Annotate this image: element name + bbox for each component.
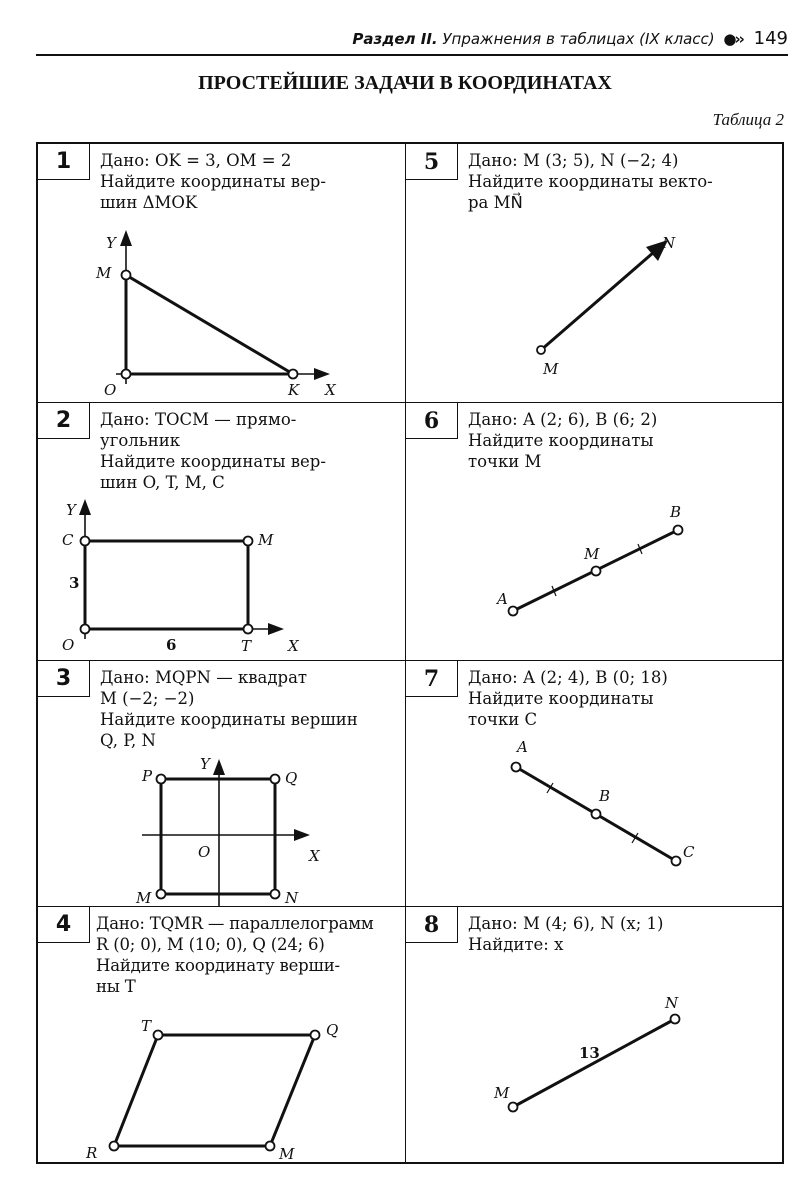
y-axis-arrow-icon <box>213 759 225 775</box>
point-a <box>509 607 518 616</box>
point-m <box>266 1142 275 1151</box>
point-b <box>592 810 601 819</box>
point-q <box>271 775 280 784</box>
problem-7 <box>406 660 782 906</box>
problem-number: 8 <box>406 907 458 943</box>
problem-text: Дано: A (2; 6), B (6; 2) Найдите координаты точки M <box>468 410 658 471</box>
label-side-3: 3 <box>69 574 80 592</box>
label-x: X <box>325 381 336 399</box>
point-o <box>122 370 131 379</box>
section-subtitle: Упражнения в таблицах (IX класс) <box>442 30 715 48</box>
segment-length-figure <box>406 907 782 1163</box>
page-title: ПРОСТЕЙШИЕ ЗАДАЧИ В КООРДИНАТАХ <box>198 72 612 94</box>
label-t: T <box>141 1017 152 1035</box>
problem-2 <box>38 402 406 660</box>
segment-midpoint-figure <box>406 403 782 661</box>
label-a: A <box>517 738 528 756</box>
section-label: Раздел II. <box>352 30 438 48</box>
problem-number: 4 <box>38 907 90 943</box>
running-header <box>36 24 788 56</box>
point-m <box>122 271 131 280</box>
point-m <box>509 1103 518 1112</box>
point-m <box>537 346 545 354</box>
segment-extension-figure <box>406 661 782 907</box>
label-n: N <box>662 234 676 252</box>
y-axis-arrow-icon <box>120 230 132 246</box>
label-m: M <box>136 889 152 907</box>
label-b: B <box>670 503 682 521</box>
square-mqpn <box>161 779 275 894</box>
problem-number: 1 <box>38 144 90 180</box>
label-m: M <box>584 545 600 563</box>
problem-4 <box>38 906 406 1162</box>
label-q: Q <box>285 769 298 787</box>
rectangle-figure <box>38 403 406 661</box>
problem-text: Дано: OK = 3, OM = 2 Найдите координаты вер- шин ΔMOK <box>100 151 326 212</box>
problem-number: 2 <box>38 403 90 439</box>
point-c <box>81 537 90 546</box>
problem-number: 7 <box>406 661 458 697</box>
label-o: O <box>104 381 117 399</box>
problems-table <box>36 142 784 1164</box>
label-side-6: 6 <box>166 636 177 654</box>
problem-text: Дано: MQPN — квадрат M (−2; −2) Найдите координаты вершин Q, P, N <box>100 668 358 750</box>
label-y: Y <box>200 755 210 773</box>
x-axis-arrow-icon <box>294 829 310 841</box>
problem-5 <box>406 144 782 402</box>
problem-text: Дано: TOCM — прямо- угольник Найдите координаты вер- шин O, T, M, C <box>100 410 326 492</box>
problem-number: 5 <box>406 144 458 180</box>
problem-text: Дано: TQMR — параллелограмм R (0; 0), M (10; 0), Q (24; 6) Найдите координату верши- ны T <box>96 914 374 996</box>
point-p <box>157 775 166 784</box>
label-x: X <box>309 847 320 865</box>
label-c: C <box>62 531 74 549</box>
point-m <box>244 537 253 546</box>
problem-6 <box>406 402 782 660</box>
point-b <box>674 526 683 535</box>
label-n: N <box>285 889 299 907</box>
triangle-figure <box>38 144 406 402</box>
label-m: M <box>258 531 274 549</box>
label-m: M <box>543 360 559 378</box>
label-b: B <box>599 787 611 805</box>
parallelogram-figure <box>38 907 406 1163</box>
side-mk <box>126 275 293 374</box>
vector-figure <box>406 144 782 402</box>
problem-1 <box>38 144 406 402</box>
label-n: N <box>665 994 679 1012</box>
point-c <box>672 857 681 866</box>
point-q <box>311 1031 320 1040</box>
point-a <box>512 763 521 772</box>
label-o: O <box>62 636 75 654</box>
bullet-ornament-icon: ●›› <box>723 30 743 48</box>
label-p: P <box>142 767 153 785</box>
square-figure <box>38 661 406 907</box>
parallelogram-tqmr <box>114 1035 315 1146</box>
label-x: X <box>288 637 299 655</box>
y-axis-arrow-icon <box>79 499 91 515</box>
label-y: Y <box>106 234 116 252</box>
point-m <box>592 567 601 576</box>
x-axis-arrow-icon <box>268 623 284 635</box>
problem-3 <box>38 660 406 906</box>
label-m: M <box>279 1145 295 1163</box>
problem-text: Дано: M (3; 5), N (−2; 4) Найдите координаты векто- ра MN⃗ <box>468 151 713 212</box>
problem-text: Дано: M (4; 6), N (x; 1) Найдите: x <box>468 914 664 954</box>
label-t: T <box>241 637 252 655</box>
label-k: K <box>288 381 300 399</box>
point-n <box>671 1015 680 1024</box>
page-number: 149 <box>753 28 788 49</box>
problem-8 <box>406 906 782 1162</box>
label-length: 13 <box>579 1044 600 1062</box>
problem-text: Дано: A (2; 4), B (0; 18) Найдите координаты точки C <box>468 668 668 729</box>
point-t <box>244 625 253 634</box>
label-c: C <box>683 843 695 861</box>
label-m: M <box>96 264 112 282</box>
label-r: R <box>86 1144 98 1162</box>
point-k <box>289 370 298 379</box>
problem-number: 3 <box>38 661 90 697</box>
point-n <box>271 890 280 899</box>
rectangle-tocm <box>85 541 248 629</box>
x-axis-arrow-icon <box>314 368 330 380</box>
point-t <box>154 1031 163 1040</box>
problem-number: 6 <box>406 403 458 439</box>
label-o: O <box>198 843 211 861</box>
point-m <box>157 890 166 899</box>
label-y: Y <box>66 501 76 519</box>
label-q: Q <box>326 1021 339 1039</box>
label-m: M <box>494 1084 510 1102</box>
label-a: A <box>497 590 508 608</box>
table-label: Таблица 2 <box>712 110 784 129</box>
vector-mn <box>541 252 654 350</box>
point-o <box>81 625 90 634</box>
point-r <box>110 1142 119 1151</box>
segment-mn <box>513 1019 675 1107</box>
